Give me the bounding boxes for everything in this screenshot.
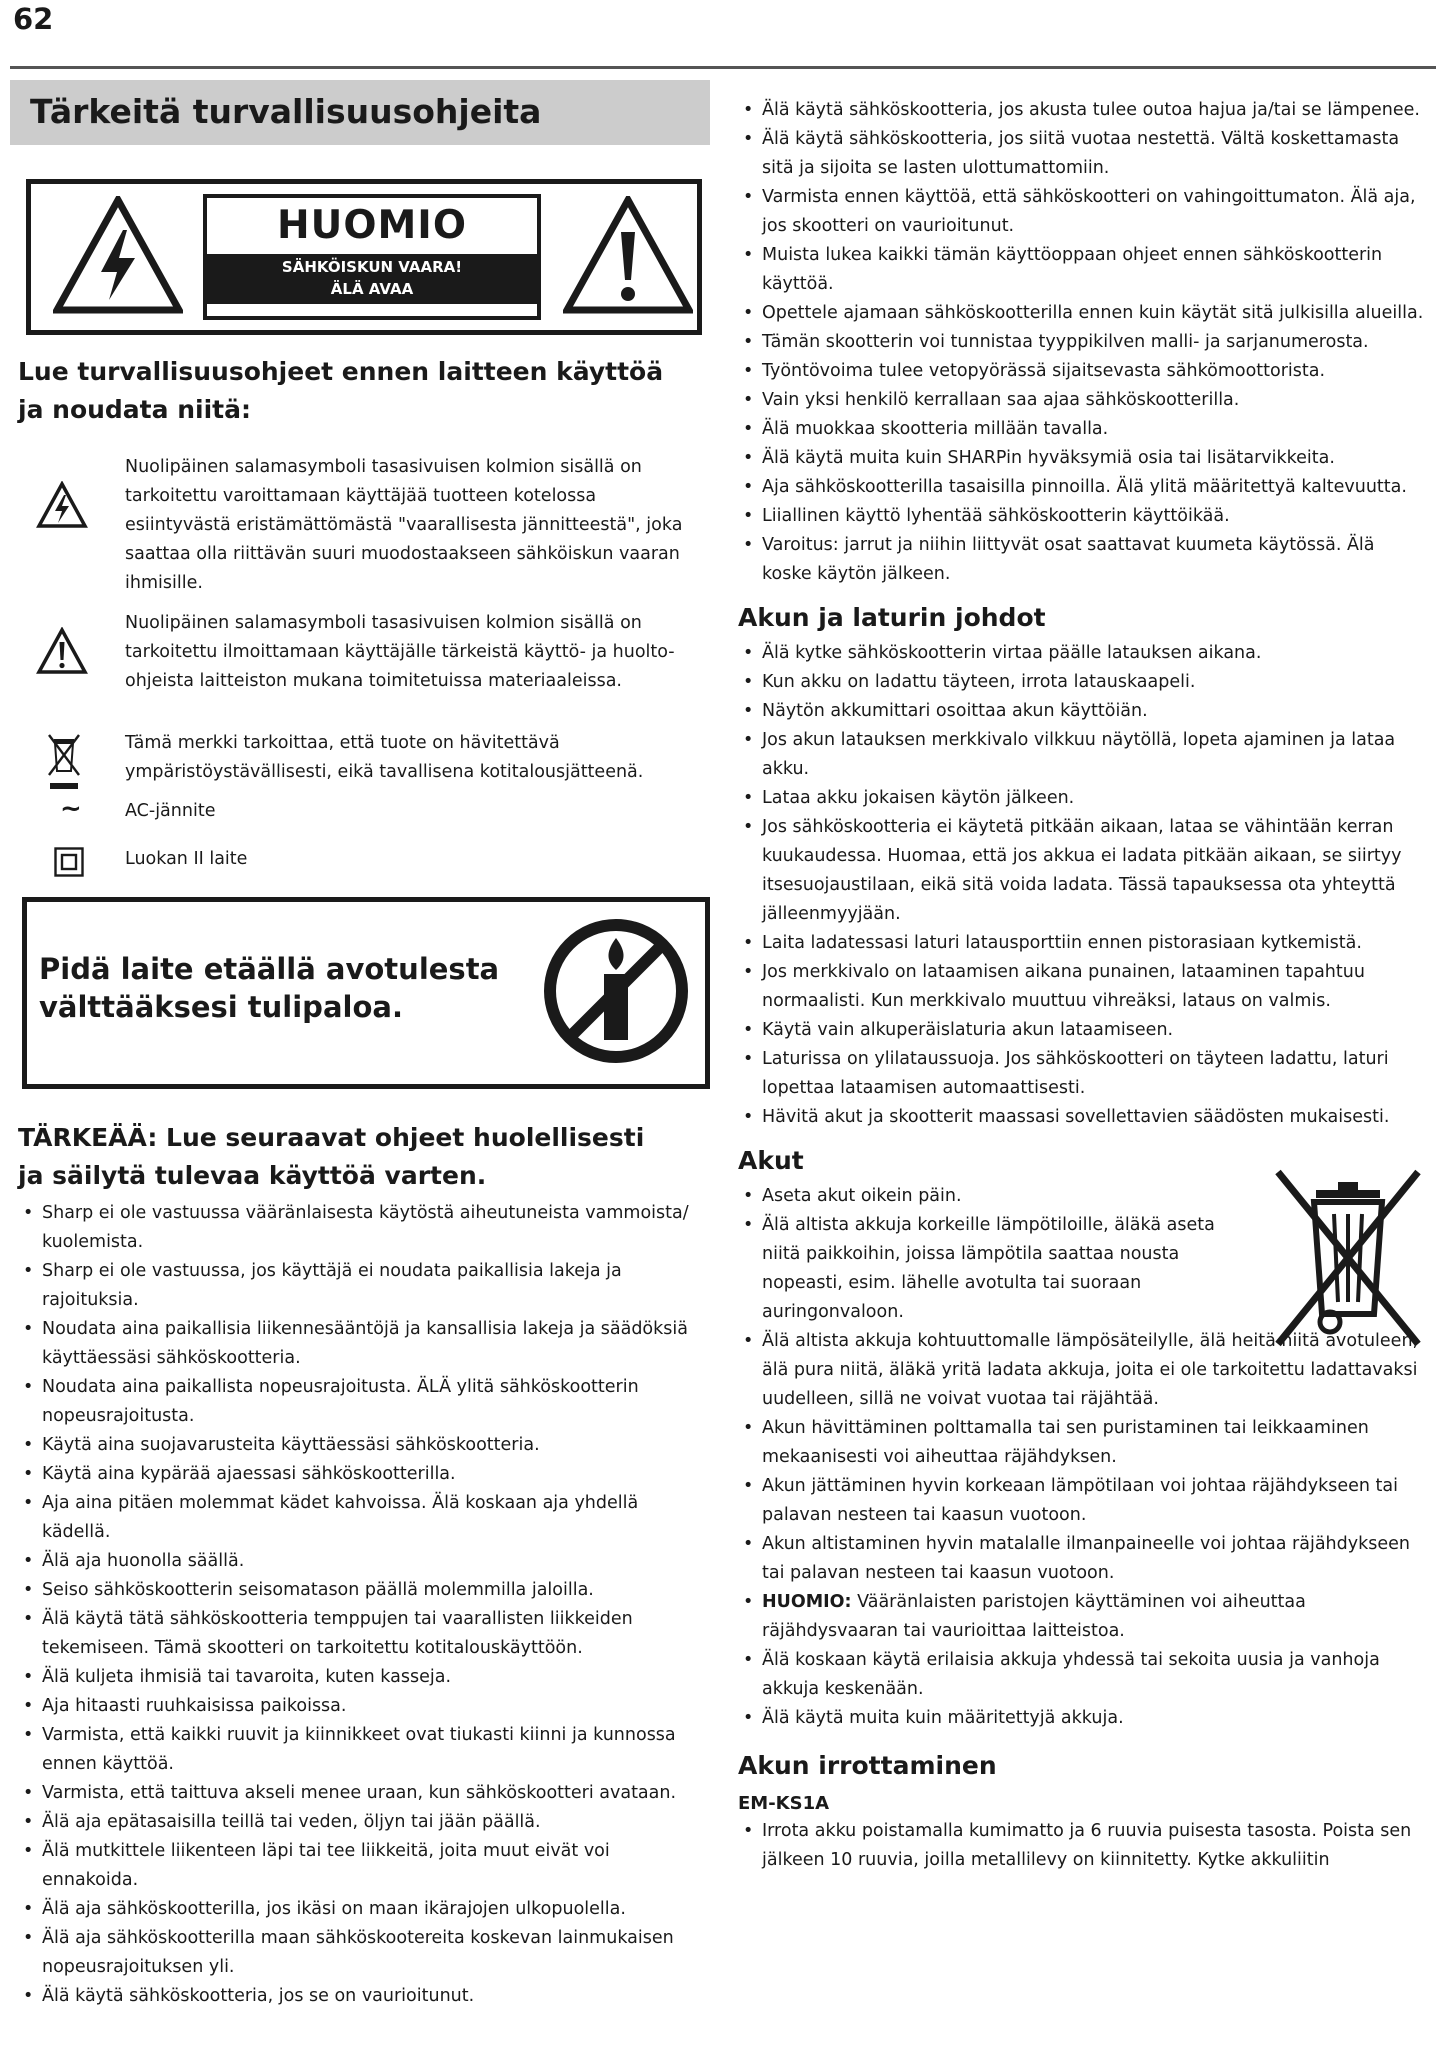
symbol-text: Luokan II laite [125,849,248,869]
list-item: • Akun altistaminen hyvin matalalle ilmanpaineelle voi johtaa räjähdykseen tai palavan nesteen tai kaasun vuotoon. [738,1530,1428,1588]
no-open-flame-icon [541,916,691,1066]
battery-bullet-list [738,1182,1248,1327]
list-item: • Älä käytä sähköskootteria, jos se on vaurioitunut. [18,1982,708,2011]
list-item: • Älä käytä muita kuin SHARPin hyväksymiä osia tai lisätarvikkeita. [738,444,1428,473]
list-item: • Lataa akku jokaisen käytön jälkeen. [738,784,1428,813]
top-rule [10,66,1436,69]
list-item: • Laturissa on ylilataussuoja. Jos sähköskootteri on täyteen ladattu, laturi lopettaa lataamisen automaattisesti. [738,1045,1428,1103]
removal-heading: Akun irrottaminen [738,1751,997,1780]
warning-line2: ÄLÄ AVAA [330,280,414,298]
list-item: • Irrota akku poistamalla kumimatto ja 6 ruuvia puisesta tasosta. Poista sen jälkeen 10 ruuvia, joilla metallilevy on kiinnitetty. Kytke akkuliitin [738,1817,1428,1875]
list-item: • Hävitä akut ja skootterit maassasi sovellettavien säädösten mukaisesti. [738,1103,1428,1132]
list-item: • Älä aja huonolla säällä. [18,1547,708,1576]
list-item: • Älä käytä sähköskootteria, jos akusta tulee outoa hajua ja/tai se lämpenee. [738,96,1428,125]
ac-tilde-icon: ~ [60,794,82,824]
list-item: • Liiallinen käyttö lyhentää sähköskootterin käyttöikää. [738,502,1428,531]
list-item: • Älä koskaan käytä erilaisia akkuja yhdessä tai sekoita uusia ja vanhoja akkuja keskenään. [738,1646,1428,1704]
list-item: • Muista lukea kaikki tämän käyttöoppaan ohjeet ennen sähköskootterin käyttöä. [738,241,1428,299]
list-item: • Jos sähköskootteria ei käytetä pitkään aikaan, lataa se vähintään kerran kuukaudessa. Huomaa, että jos akkua ei ladata pitkään aikaan, se siirtyy itsesuojaustilaan, eikä sitä voida ladata. Tässä tapauksessa ota yhteyttä jälleenmyyjään. [738,813,1428,929]
list-item: • Noudata aina paikallisia liikennesääntöjä ja kansallisia lakeja ja säädöksiä käyttäessäsi sähköskootteria. [18,1315,708,1373]
list-item: • Älä aja sähköskootterilla maan sähköskootereita koskevan lainmukaisen nopeusrajoituksen yli. [18,1924,708,1982]
symbol-row [10,453,700,605]
symbol-row [10,729,700,795]
class-ii-icon [54,847,84,877]
lightning-triangle-icon [36,481,88,529]
crossed-bin-icon [46,731,82,793]
right-bullet-list-top [738,96,1428,589]
symbol-text: AC-jännite [125,801,216,821]
charger-heading: Akun ja laturin johdot [738,603,1046,632]
warning-subtitle [207,254,537,304]
list-item: • Aja hitaasti ruuhkaisissa paikoissa. [18,1692,708,1721]
exclamation-triangle-icon [563,196,693,314]
list-item: • Opettele ajamaan sähköskootterilla ennen kuin käytät sitä julkisilla alueilla. [738,299,1428,328]
batteries-heading: Akut [738,1146,804,1175]
list-item: • Akun jättäminen hyvin korkeaan lämpötilaan voi johtaa räjähdykseen tai palavan nesteen tai kaasun vuotoon. [738,1472,1428,1530]
read-heading: Lue turvallisuusohjeet ennen laitteen käyttöä ja noudata niitä: [18,357,664,424]
list-item: • Tämän skootterin voi tunnistaa tyyppikilven malli- ja sarjanumerosta. [738,328,1428,357]
symbol-text: Nuolipäinen salamasymboli tasasivuisen kolmion sisällä on tarkoitettu ilmoittamaan käyttäjälle tärkeistä käyttö- ja huolto-ohjeista laitteiston mukana toimitetuissa materiaaleissa. [125,613,675,691]
symbol-text: Nuolipäinen salamasymboli tasasivuisen kolmion sisällä on tarkoitettu varoittamaan käyttäjää tuotteen kotelossa esiintyvästä eristämättömästä "vaarallisesta jännitteestä", joka saattaa olla riittävän suuri muodostaakseen sähköiskun vaaran ihmisille. [125,457,683,593]
list-item: • Älä kuljeta ihmisiä tai tavaroita, kuten kasseja. [18,1663,708,1692]
list-item [738,1588,1428,1646]
list-item: • Laita ladatessasi laturi latausporttiin ennen pistorasiaan kytkemistä. [738,929,1428,958]
list-item: • Älä aja epätasaisilla teillä tai veden, öljyn tai jään päällä. [18,1808,708,1837]
list-item: • Seiso sähköskootterin seisomatason päällä molemmilla jaloilla. [18,1576,708,1605]
fire-warning-line1: Pidä laite etäällä avotulesta [39,952,500,986]
page-number: 62 [13,2,54,36]
list-item: • Kun akku on ladattu täyteen, irrota latauskaapeli. [738,668,1428,697]
list-item: • Älä muokkaa skootteria millään tavalla. [738,415,1428,444]
fire-warning-line2: välttääksesi tulipaloa. [39,990,403,1024]
list-item: • Jos merkkivalo on lataamisen aikana punainen, lataaminen tapahtuu normaalisti. Kun merkkivalo muuttuu vihreäksi, lataus on valmis. [738,958,1428,1016]
list-item: • Sharp ei ole vastuussa, jos käyttäjä ei noudata paikallisia lakeja ja rajoituksia. [18,1257,708,1315]
removal-bullet-list [738,1817,1428,1875]
battery-bullet-list-2 [738,1327,1428,1733]
important-heading: TÄRKEÄÄ: Lue seuraavat ohjeet huolellisesti ja säilytä tulevaa käyttöä varten. [18,1123,645,1190]
list-item: • Näytön akkumittari osoittaa akun käyttöiän. [738,697,1428,726]
model-label: EM-KS1A [738,1793,830,1814]
list-item: • Älä aja sähköskootterilla, jos ikäsi on maan ikärajojen ulkopuolella. [18,1895,708,1924]
warning-line1: SÄHKÖISKUN VAARA! [281,258,463,276]
fire-warning-box [22,897,710,1089]
list-item: • Älä käytä sähköskootteria, jos siitä vuotaa nestettä. Vältä koskettamasta sitä ja sijoita se lasten ulottumattomiin. [738,125,1428,183]
battery-note-text: Vääränlaisten paristojen käyttäminen voi aiheuttaa räjähdysvaaran tai vaurioittaa laitteistoa. [762,1592,1306,1641]
exclamation-triangle-icon [36,627,88,675]
fire-warning-text [39,950,499,1026]
list-item: • Käytä vain alkuperäislaturia akun lataamiseen. [738,1016,1428,1045]
list-item: • Älä käytä tätä sähköskootteria temppujen tai vaarallisten liikkeiden tekemiseen. Tämä skootteri on tarkoitettu kotitalouskäyttöön. [18,1605,708,1663]
list-item: • Älä altista akkuja kohtuuttomalle lämpösäteilylle, älä heitä niitä avotuleen, älä pura niitä, äläkä yritä ladata akkuja, joita ei ole tarkoitettu ladattavaksi uudelleen, sillä ne voivat vuotaa tai räjähtää. [738,1327,1428,1414]
list-item: • Aja sähköskootterilla tasaisilla pinnoilla. Älä ylitä määritettyä kaltevuutta. [738,473,1428,502]
list-item: • Akun hävittäminen polttamalla tai sen puristaminen tai leikkaaminen mekaanisesti voi aiheuttaa räjähdyksen. [738,1414,1428,1472]
list-item: • Varmista, että taittuva akseli menee uraan, kun sähköskootteri avataan. [18,1779,708,1808]
list-item: • Käytä aina suojavarusteita käyttäessäsi sähköskootteria. [18,1431,708,1460]
list-item: • Aseta akut oikein päin. [738,1182,1248,1211]
battery-note-label: HUOMIO: [762,1592,852,1612]
list-item: • Älä käytä muita kuin määritettyjä akkuja. [738,1704,1428,1733]
warning-label-center [203,194,541,320]
list-item: • Varoitus: jarrut ja niihin liittyvät osat saattavat kuumeta käytössä. Älä koske käytön jälkeen. [738,531,1428,589]
list-item: • Varmista ennen käyttöä, että sähköskootteri on vahingoittumaton. Älä aja, jos skootteri on vaurioitunut. [738,183,1428,241]
list-item: • Sharp ei ole vastuussa vääränlaisesta käytöstä aiheutuneista vammoista/ kuolemista. [18,1199,708,1257]
section-title: Tärkeitä turvallisuusohjeita [10,80,710,145]
symbol-row [10,845,700,885]
symbol-row [10,794,700,845]
list-item: • Jos akun latauksen merkkivalo vilkkuu näytöllä, lopeta ajaminen ja lataa akku. [738,726,1428,784]
list-item: • Älä mutkittele liikenteen läpi tai tee liikkeitä, joita muut eivät voi ennakoida. [18,1837,708,1895]
right-column [738,96,1428,1875]
list-item: • Noudata aina paikallista nopeusrajoitusta. ÄLÄ ylitä sähköskootterin nopeusrajoitusta. [18,1373,708,1431]
list-item: • Käytä aina kypärää ajaessasi sähköskootterilla. [18,1460,708,1489]
symbol-text: Tämä merkki tarkoittaa, että tuote on hävitettävä ympäristöystävällisesti, eikä tavallisena kotitalousjätteenä. [125,733,644,782]
symbol-row [10,609,700,729]
warning-title: HUOMIO [277,203,467,248]
list-item: • Älä kytke sähköskootterin virtaa päälle latauksen aikana. [738,639,1428,668]
charger-bullet-list [738,639,1428,1132]
list-item: • Työntövoima tulee vetopyörässä sijaitsevasta sähkömoottorista. [738,357,1428,386]
list-item: • Vain yksi henkilö kerrallaan saa ajaa sähköskootterilla. [738,386,1428,415]
warning-label [26,179,702,335]
lightning-triangle-icon [53,196,183,314]
symbol-list [10,453,700,885]
left-bullet-list [18,1199,708,2011]
left-column [10,80,710,2011]
list-item: • Varmista, että kaikki ruuvit ja kiinnikkeet ovat tiukasti kiinni ja kunnossa ennen käyttöä. [18,1721,708,1779]
list-item: • Älä altista akkuja korkeille lämpötiloille, äläkä aseta niitä paikkoihin, joissa lämpötila saattaa nousta nopeasti, esim. lähelle avotulta tai suoraan auringonvaloon. [738,1211,1248,1327]
list-item: • Aja aina pitäen molemmat kädet kahvoissa. Älä koskaan aja yhdellä kädellä. [18,1489,708,1547]
batteries-section [738,1142,1428,1733]
